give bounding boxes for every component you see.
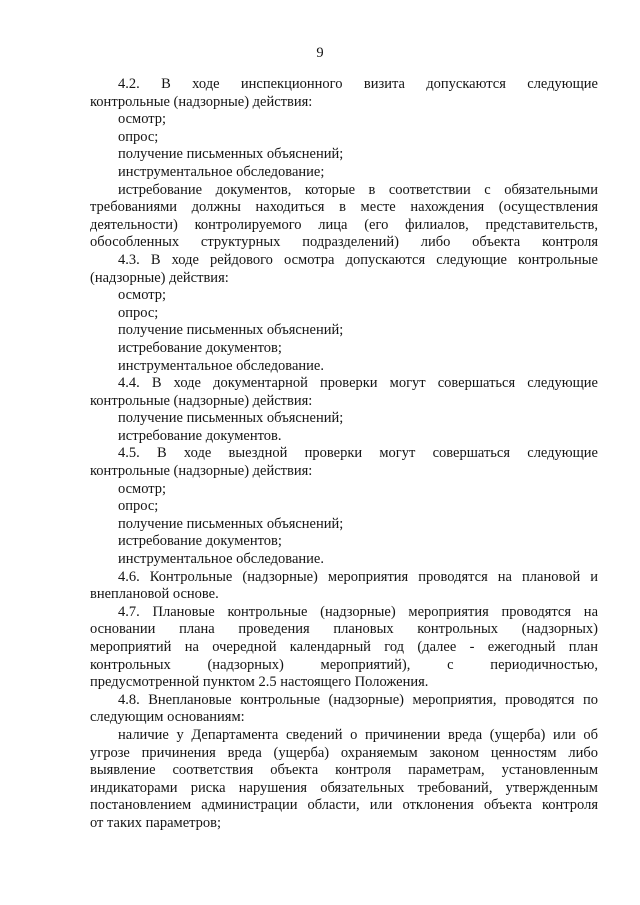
list-item: инструментальное обследование. bbox=[118, 357, 324, 374]
clause-4-6 bbox=[90, 569, 598, 604]
clause-4-7 bbox=[90, 604, 598, 692]
list-item: инструментальное обследование; bbox=[118, 163, 325, 180]
list-item-long bbox=[90, 182, 598, 252]
list-item-line: деятельности) контролируемого лица (его филиалов, представительств, bbox=[90, 216, 598, 233]
paragraph-line: постановлением администрации области, или отклонения объекта контроля bbox=[90, 797, 598, 814]
list-item: опрос; bbox=[118, 304, 159, 321]
clause-4-8-line: следующим основаниям: bbox=[90, 709, 245, 726]
clause-4-5-line: контрольные (надзорные) действия: bbox=[90, 463, 313, 480]
paragraph-line: угрозе причинения вреда (ущерба) охраняемым законом ценностям либо bbox=[90, 744, 598, 761]
list-item: истребование документов. bbox=[118, 427, 282, 444]
document-body bbox=[90, 76, 598, 833]
list-item: получение письменных объяснений; bbox=[118, 515, 344, 532]
clause-4-2-line: 4.2. В ходе инспекционного визита допускаются следующие bbox=[118, 76, 598, 92]
list-item-line: обособленных структурных подразделений) либо объекта контроля bbox=[90, 234, 598, 251]
clause-4-4 bbox=[90, 375, 598, 410]
clause-4-7-line: предусмотренной пунктом 2.5 настоящего Положения. bbox=[90, 674, 429, 691]
list-item-line: истребование документов, которые в соответствии с обязательными bbox=[118, 181, 598, 198]
paragraph-line: наличие у Департамента сведений о причинении вреда (ущерба) или об bbox=[118, 726, 598, 743]
clause-4-2 bbox=[90, 76, 598, 111]
list-item-line: требованиями должны находиться в месте нахождения (осуществления bbox=[90, 199, 598, 216]
clause-4-5 bbox=[90, 445, 598, 480]
list-item: инструментальное обследование. bbox=[118, 551, 324, 568]
list-item: истребование документов; bbox=[118, 533, 282, 550]
list-item: опрос; bbox=[118, 128, 159, 145]
list-item: опрос; bbox=[118, 498, 159, 515]
paragraph-line: индикаторами риска нарушения обязательных требований, утвержденным bbox=[90, 779, 598, 796]
clause-4-6-line: внеплановой основе. bbox=[90, 586, 219, 603]
clause-4-3-line: (надзорные) действия: bbox=[90, 269, 229, 286]
clause-4-8-line: 4.8. Внеплановые контрольные (надзорные) мероприятия, проводятся по bbox=[118, 691, 598, 708]
clause-4-7-line: 4.7. Плановые контрольные (надзорные) мероприятия проводятся на bbox=[118, 603, 598, 620]
list-item: осмотр; bbox=[118, 111, 167, 128]
clause-4-3-line: 4.3. В ходе рейдового осмотра допускаются следующие контрольные bbox=[118, 251, 598, 268]
paragraph-line: от таких параметров; bbox=[90, 814, 222, 831]
clause-4-7-line: основании плана проведения плановых контрольных (надзорных) bbox=[90, 621, 598, 638]
list-item: получение письменных объяснений; bbox=[118, 410, 344, 427]
clause-4-7-line: контрольных (надзорных) мероприятий), с периодичностью, bbox=[90, 656, 598, 673]
clause-4-8 bbox=[90, 692, 598, 727]
clause-4-2-line: контрольные (надзорные) действия: bbox=[90, 93, 313, 110]
list-item: получение письменных объяснений; bbox=[118, 322, 344, 339]
clause-4-5-line: 4.5. В ходе выездной проверки могут совершаться следующие bbox=[118, 445, 598, 462]
clause-4-4-line: 4.4. В ходе документарной проверки могут совершаться следующие bbox=[118, 375, 598, 392]
clause-4-8-paragraph bbox=[90, 727, 598, 833]
list-item: осмотр; bbox=[118, 287, 167, 304]
list-item: осмотр; bbox=[118, 480, 167, 497]
clause-4-6-line: 4.6. Контрольные (надзорные) мероприятия проводятся на плановой и bbox=[118, 568, 598, 585]
list-item: истребование документов; bbox=[118, 339, 282, 356]
clause-4-7-line: мероприятий на очередной календарный год (далее - ежегодный план bbox=[90, 639, 598, 655]
clause-4-4-line: контрольные (надзорные) действия: bbox=[90, 392, 313, 409]
clause-4-3 bbox=[90, 252, 598, 287]
list-item: получение письменных объяснений; bbox=[118, 146, 344, 163]
page-number: 9 bbox=[316, 45, 324, 61]
paragraph-line: выявление соответствия объекта контроля параметрам, установленным bbox=[90, 762, 598, 779]
